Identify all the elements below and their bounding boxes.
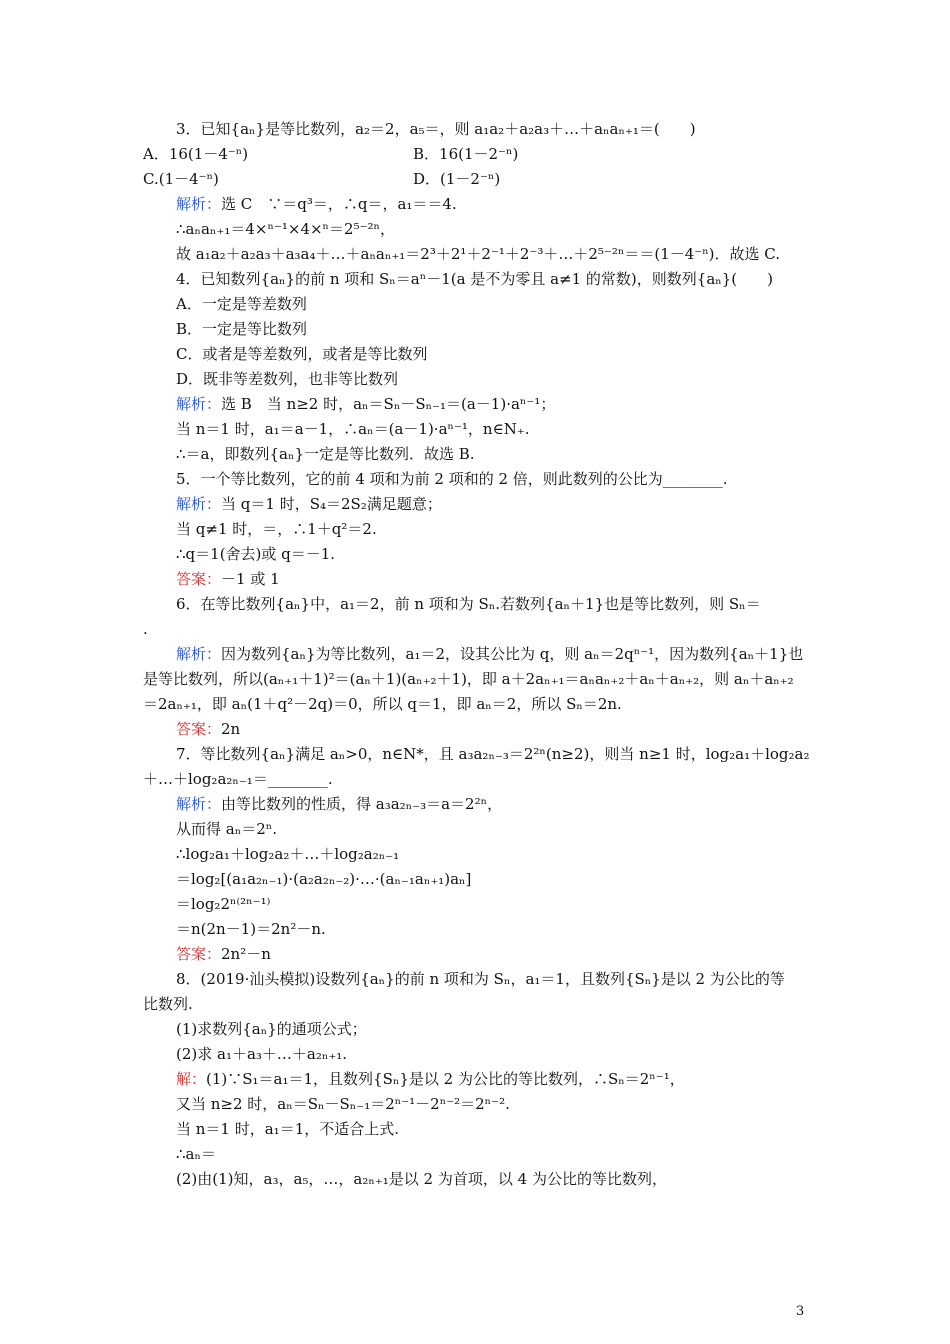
text-line [143, 1017, 813, 1042]
text-line [143, 417, 813, 442]
line-text: 当 q≠1 时，＝，∴1＋q²＝2. [176, 520, 377, 538]
line-text: －1 或 1 [221, 570, 280, 588]
text-line [143, 367, 813, 392]
line-text: (2)求 a₁＋a₃＋…＋a₂ₙ₊₁. [176, 1045, 348, 1063]
answer-label: 解： [176, 1070, 207, 1088]
text-line [143, 967, 813, 992]
text-line [143, 667, 813, 692]
line-text: 因为数列{aₙ}为等比数列，a₁＝2，设其公比为 q，则 aₙ＝2qⁿ⁻¹，因为数列{aₙ＋1}也 [221, 645, 804, 663]
answer-label: 答案： [176, 570, 222, 588]
line-text: 故 a₁a₂＋a₂a₃＋a₃a₄＋…＋aₙaₙ₊₁＝2³＋2¹＋2⁻¹＋2⁻³＋…＋2⁵⁻²ⁿ＝＝(1－4⁻ⁿ)．故选 C. [176, 245, 781, 263]
text-line [143, 817, 813, 842]
text-line [143, 1092, 813, 1117]
line-text: C．或者是等差数列，或者是等比数列 [176, 345, 428, 363]
text-line [143, 242, 813, 267]
text-line [143, 392, 813, 417]
analysis-label: 解析： [176, 645, 222, 663]
text-line [143, 442, 813, 467]
line-text: 由等比数列的性质，得 a₃a₂ₙ₋₃＝a＝2²ⁿ， [221, 795, 503, 813]
text-line [143, 617, 813, 642]
text-line [143, 217, 813, 242]
text-line [143, 692, 813, 717]
text-line [143, 1167, 813, 1192]
text-line [143, 1042, 813, 1067]
text-line [143, 592, 813, 617]
page-number: 3 [796, 1304, 805, 1319]
text-line [143, 142, 813, 167]
answer-label: 答案： [176, 945, 222, 963]
line-text: 当 n＝1 时，a₁＝1，不适合上式. [176, 1120, 400, 1138]
analysis-label: 解析： [176, 495, 222, 513]
analysis-label: 解析： [176, 195, 222, 213]
text-line [143, 1142, 813, 1167]
choice-option: D．(1－2⁻ⁿ) [413, 170, 501, 188]
line-text: 选 C ∵＝q³＝，∴q＝，a₁＝＝4. [221, 195, 457, 213]
text-line [143, 1067, 813, 1092]
text-line [143, 992, 813, 1017]
text-line [143, 717, 813, 742]
line-text: 5．一个等比数列，它的前 4 项和为前 2 项和的 2 倍，则此数列的公比为________. [176, 470, 728, 488]
line-text: 当 q＝1 时，S₄＝2S₂满足题意； [221, 495, 442, 513]
choice-option: A．16(1－4⁻ⁿ) [143, 145, 249, 163]
line-text: ∴aₙ＝ [176, 1145, 216, 1163]
text-line [143, 867, 813, 892]
analysis-label: 解析： [176, 795, 222, 813]
text-line [143, 1117, 813, 1142]
text-line [143, 792, 813, 817]
line-text: A．一定是等差数列 [176, 295, 307, 313]
text-line [143, 542, 813, 567]
line-text: 7．等比数列{aₙ}满足 aₙ>0，n∈N*，且 a₃a₂ₙ₋₃＝2²ⁿ(n≥2)，则当 n≥1 时，log₂a₁＋log₂a₂ [176, 745, 810, 763]
line-text: ∴log₂a₁＋log₂a₂＋…＋log₂a₂ₙ₋₁ [176, 845, 400, 863]
line-text: 6．在等比数列{aₙ}中，a₁＝2，前 n 项和为 Sₙ.若数列{aₙ＋1}也是等比数列，则 Sₙ＝ [176, 595, 761, 613]
line-text: 当 n＝1 时，a₁＝a－1，∴aₙ＝(a－1)·aⁿ⁻¹，n∈N₊. [176, 420, 530, 438]
text-line [143, 742, 813, 767]
line-text: ＝2aₙ₊₁，即 aₙ(1＋q²－2q)＝0，所以 q＝1，即 aₙ＝2，所以 Sₙ＝2n. [143, 695, 622, 713]
line-text: ＋…＋log₂a₂ₙ₋₁＝________. [143, 770, 333, 788]
text-line [143, 892, 813, 917]
text-line [143, 467, 813, 492]
line-text: ∴q＝1(舍去)或 q＝－1. [176, 545, 336, 563]
line-text: 8．(2019·汕头模拟)设数列{aₙ}的前 n 项和为 Sₙ，a₁＝1，且数列{Sₙ}是以 2 为公比的等 [176, 970, 785, 988]
line-text: (1)求数列{aₙ}的通项公式； [176, 1020, 367, 1038]
text-line [143, 192, 813, 217]
line-text: (2)由(1)知，a₃，a₅，…，a₂ₙ₊₁是以 2 为首项，以 4 为公比的等比数列， [176, 1170, 667, 1188]
text-line [143, 267, 813, 292]
text-line [143, 942, 813, 967]
choice-option: C.(1－4⁻ⁿ) [143, 170, 219, 188]
line-text: D．既非等差数列，也非等比数列 [176, 370, 399, 388]
line-text: ∴aₙaₙ₊₁＝4×ⁿ⁻¹×4×ⁿ＝2⁵⁻²ⁿ， [176, 220, 396, 238]
line-text: . [143, 620, 148, 638]
text-line [143, 767, 813, 792]
page-content [143, 117, 813, 1192]
analysis-label: 解析： [176, 395, 222, 413]
line-text: 又当 n≥2 时，aₙ＝Sₙ－Sₙ₋₁＝2ⁿ⁻¹－2ⁿ⁻²＝2ⁿ⁻². [176, 1095, 510, 1113]
text-line [143, 167, 813, 192]
text-line [143, 292, 813, 317]
choice-option: B．16(1－2⁻ⁿ) [413, 145, 519, 163]
answer-label: 答案： [176, 720, 222, 738]
line-text: ＝n(2n－1)＝2n²－n. [176, 920, 326, 938]
line-text: 3．已知{aₙ}是等比数列，a₂＝2，a₅＝，则 a₁a₂＋a₂a₃＋…＋aₙaₙ₊₁＝( ) [176, 120, 696, 138]
text-line [143, 117, 813, 142]
line-text: 从而得 aₙ＝2ⁿ. [176, 820, 278, 838]
line-text: 4．已知数列{aₙ}的前 n 项和 Sₙ＝aⁿ－1(a 是不为零且 a≠1 的常数)，则数列{aₙ}( ) [176, 270, 773, 288]
line-text: (1)∵S₁＝a₁＝1，且数列{Sₙ}是以 2 为公比的等比数列，∴Sₙ＝2ⁿ⁻¹， [206, 1070, 685, 1088]
text-line [143, 492, 813, 517]
text-line [143, 842, 813, 867]
text-line [143, 517, 813, 542]
text-line [143, 342, 813, 367]
line-text: B．一定是等比数列 [176, 320, 308, 338]
line-text: 2n²－n [221, 945, 271, 963]
line-text: ＝log₂2ⁿ⁽²ⁿ⁻¹⁾ [176, 895, 271, 913]
text-line [143, 917, 813, 942]
line-text: ∴＝a，即数列{aₙ}一定是等比数列．故选 B. [176, 445, 475, 463]
line-text: 选 B 当 n≥2 时，aₙ＝Sₙ－Sₙ₋₁＝(a－1)·aⁿ⁻¹； [221, 395, 556, 413]
line-text: 比数列. [143, 995, 193, 1013]
text-line [143, 317, 813, 342]
line-text: 是等比数列，所以(aₙ₊₁＋1)²＝(aₙ＋1)(aₙ₊₂＋1)，即 a＋2aₙ₊₁＝aₙaₙ₊₂＋aₙ＋aₙ₊₂，则 aₙ＋aₙ₊₂ [143, 670, 794, 688]
text-line [143, 567, 813, 592]
text-line [143, 642, 813, 667]
line-text: 2n [221, 720, 241, 738]
line-text: ＝log₂[(a₁a₂ₙ₋₁)·(a₂a₂ₙ₋₂)·…·(aₙ₋₁aₙ₊₁)aₙ] [176, 870, 472, 888]
